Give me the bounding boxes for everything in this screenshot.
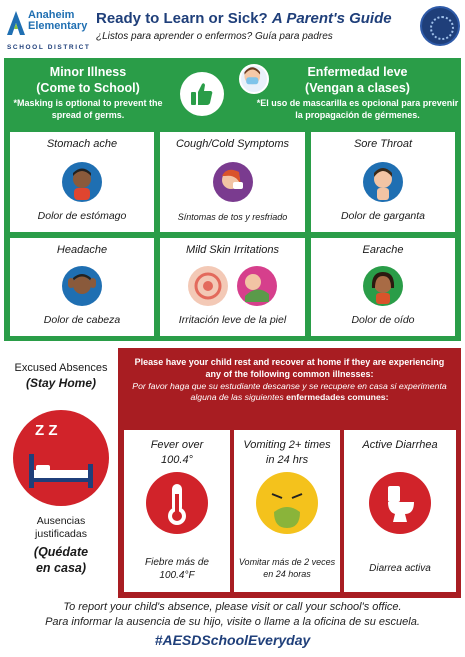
- card-label-en: Sore Throat: [353, 138, 413, 150]
- minor-title-es-line1: Enfermedad leve: [307, 65, 408, 79]
- card-fever: [124, 430, 230, 592]
- card-vomiting: [234, 430, 340, 592]
- card-label-en: Stomach ache: [46, 138, 118, 150]
- page-title: [96, 10, 392, 27]
- message-es-bold: enfermedades comunes:: [286, 392, 389, 402]
- cough-cold-icon: [213, 162, 253, 202]
- card-label-es: Síntomas de tos y resfriado: [177, 212, 288, 222]
- minor-header-en: [4, 58, 172, 128]
- excused-title-es-line1: Ausencias: [36, 515, 86, 527]
- excused-subtitle-es-line2: en casa): [35, 561, 87, 575]
- card-label-es: Fiebre más de 100.4°F: [145, 557, 209, 581]
- card-label-en: Mild Skin Irritations: [186, 244, 279, 256]
- bed-glyph: [29, 454, 93, 488]
- title-main: Ready to Learn or Sick?: [96, 10, 268, 27]
- district-seal-icon: [420, 6, 460, 46]
- logo-name-line2: Elementary: [28, 20, 88, 32]
- thumbs-up-icon: [180, 72, 224, 116]
- card-label-en: Vomiting 2+ times in 24 hrs: [243, 439, 331, 466]
- message-es-text: Por favor haga que su estudiante descanse y se recupere en casa si experimenta alguna de las siguientes: [132, 381, 447, 402]
- thumbs-up-glyph: [191, 82, 213, 106]
- card-sore-throat: [311, 132, 455, 232]
- card-label-es: Dolor de cabeza: [43, 314, 121, 326]
- card-headache: [10, 238, 154, 336]
- footer: [0, 600, 465, 648]
- card-label-es: Vomitar más de 2 veces en 24 horas: [238, 557, 336, 579]
- header: [0, 0, 465, 58]
- card-label-es: Diarrea activa: [369, 563, 431, 574]
- card-diarrhea: [344, 430, 456, 592]
- card-label-es: Dolor de oído: [351, 314, 415, 326]
- sore-throat-icon: [363, 162, 403, 202]
- thermometer-icon: [146, 472, 208, 534]
- minor-note-es: *El uso de mascarilla es opcional para prevenir la propagación de gérmenes.: [256, 98, 459, 120]
- itchy-arm-icon: [237, 266, 277, 306]
- minor-title-es: [254, 64, 461, 96]
- excused-title-en: Excused Absences: [14, 362, 108, 374]
- minor-note-en: *Masking is optional to prevent the spread of germs.: [13, 98, 163, 120]
- excused-title-es: [4, 515, 118, 541]
- headache-icon: [62, 266, 102, 306]
- earache-icon: [363, 266, 403, 306]
- card-label-en: Earache: [362, 244, 404, 256]
- footer-hashtag: #AESDSchoolEveryday: [154, 632, 311, 648]
- minor-title-en-line1: Minor Illness: [49, 65, 127, 79]
- toilet-icon: [369, 472, 431, 534]
- district-logo: [6, 8, 94, 52]
- logo-name: [28, 10, 87, 32]
- minor-header-es: [254, 58, 461, 128]
- minor-title-en: [4, 64, 172, 96]
- title-italic: A Parent's Guide: [271, 10, 392, 27]
- message-es: [128, 381, 451, 403]
- card-label-es: Dolor de estómago: [37, 210, 127, 222]
- logo-district: SCHOOL DISTRICT: [7, 44, 91, 51]
- minor-title-es-line2: (Vengan a clases): [305, 81, 410, 95]
- footer-line-en: To report your child's absence, please visit or call your school's office.: [63, 601, 402, 613]
- minor-illness-section: [4, 58, 461, 341]
- footer-line-es: Para informar la ausencia de su hijo, visite o llame a la oficina de su escuela.: [45, 616, 420, 628]
- zz-label: Z Z: [35, 422, 58, 439]
- stomach-ache-icon: [62, 162, 102, 202]
- card-label-en: Headache: [56, 244, 108, 256]
- card-label-en: Active Diarrhea: [362, 439, 438, 451]
- excused-title-es-line2: justificadas: [35, 528, 87, 540]
- skin-rash-icon: [188, 266, 228, 306]
- card-cough-cold: [160, 132, 305, 232]
- excused-subtitle-en: (Stay Home): [25, 376, 96, 390]
- message-en: Please have your child rest and recover at home if they are experiencing any of the following common illnesses:: [134, 357, 445, 379]
- card-label-en: Fever over 100.4°: [150, 439, 204, 466]
- card-label-en: Cough/Cold Symptoms: [175, 138, 290, 150]
- logo-name-line1: Anaheim: [28, 9, 75, 21]
- card-label-es: Irritación leve de la piel: [178, 314, 287, 326]
- minor-title-en-line2: (Come to School): [36, 81, 140, 95]
- school-logo-icon: [6, 10, 26, 36]
- card-earache: [311, 238, 455, 336]
- excused-message: [118, 348, 461, 430]
- page-subtitle: ¿Listos para aprender o enfermos? Guía para padres: [96, 31, 333, 42]
- excused-subtitle-es-line1: (Quédate: [33, 545, 89, 559]
- card-stomach-ache: [10, 132, 154, 232]
- excused-subtitle-es: [4, 544, 118, 576]
- card-label-es: Dolor de garganta: [340, 210, 426, 222]
- excused-absences-section: [4, 348, 461, 598]
- excused-header: [4, 348, 118, 598]
- card-skin-irritation: [160, 238, 305, 336]
- vomiting-face-icon: [256, 472, 318, 534]
- bed-sleep-icon: [13, 410, 109, 506]
